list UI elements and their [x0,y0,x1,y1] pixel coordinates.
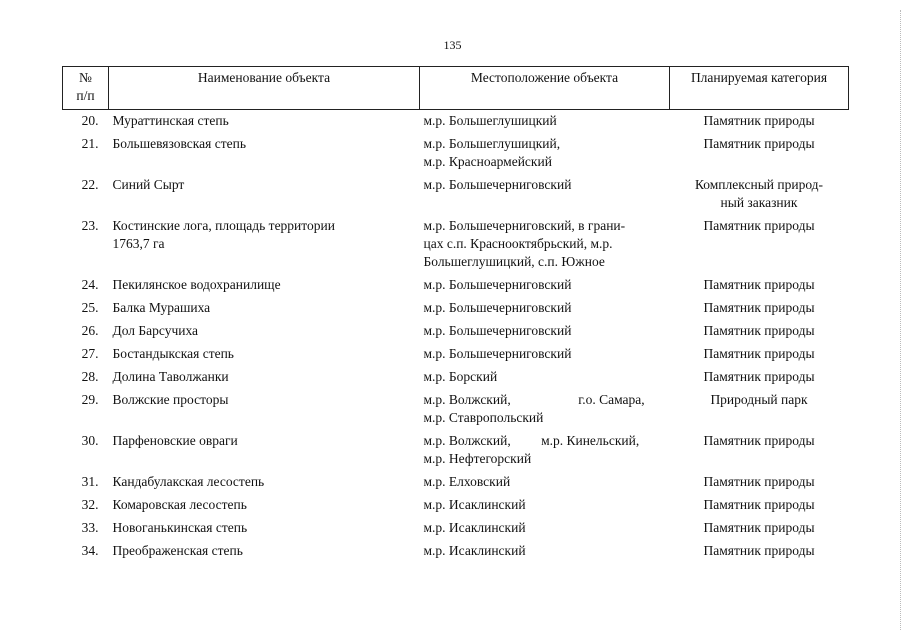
planned-category-line: Памятник природы [703,433,815,448]
object-name-line: Кандабулакская лесостепь [112,474,265,489]
object-name-line: Бостандыкская степь [112,346,234,361]
row-number: 28. [81,369,99,384]
object-name-line: Преображенская степь [112,543,243,558]
object-name [109,366,420,389]
object-name-line: Костинские лога, площадь территории [112,218,335,233]
header-number-line1: № [79,70,92,85]
row-number: 33. [81,520,99,535]
object-location-line: м.р. Волжский, г.о. Самара, [423,392,645,407]
object-name-line: Волжские просторы [112,392,229,407]
planned-category [670,320,849,343]
row-number: 20. [81,113,99,128]
planned-category-line: Памятник природы [703,346,815,361]
table-row [63,274,849,297]
planned-category-line: Памятник природы [703,543,815,558]
planned-category [670,494,849,517]
object-name-line: Дол Барсучиха [112,323,199,338]
object-location-line: м.р. Большечерниговский [423,277,572,292]
object-location [420,430,670,471]
table-row [63,366,849,389]
object-name [109,343,420,366]
object-name-line: Большевязовская степь [112,136,246,151]
object-location [420,343,670,366]
planned-category-line: Памятник природы [703,113,815,128]
object-location-line: м.р. Волжский, м.р. Кинельский, [423,433,640,448]
object-location-line: м.р. Борский [423,369,498,384]
planned-category [670,110,849,134]
header-number-line2: п/п [76,88,95,103]
planned-category-line: Памятник природы [703,323,815,338]
table-row [63,174,849,215]
object-name-line: Долина Таволжанки [112,369,229,384]
object-location-line: м.р. Красноармейский [423,154,552,169]
table-row [63,540,849,563]
object-name-line: 1763,7 га [112,236,165,251]
row-number: 22. [81,177,99,192]
page-number: 135 [443,38,462,52]
planned-category-line: Памятник природы [703,497,815,512]
scan-edge-artifact [898,10,901,630]
object-location-line: м.р. Большечерниговский [423,346,572,361]
object-location [420,297,670,320]
object-location [420,366,670,389]
planned-category [670,343,849,366]
object-name [109,540,420,563]
table-row [63,430,849,471]
object-location [420,274,670,297]
object-location-line: м.р. Большечерниговский, в грани- [423,218,626,233]
object-location [420,517,670,540]
planned-category [670,297,849,320]
object-name [109,215,420,274]
planned-category [670,174,849,215]
object-location [420,471,670,494]
object-location [420,494,670,517]
object-location-line: цах с.п. Краснооктябрьский, м.р. [423,236,613,251]
object-name-line: Мураттинская степь [112,113,229,128]
object-name [109,320,420,343]
object-location-line: м.р. Елховский [423,474,511,489]
table-row [63,389,849,430]
row-number: 29. [81,392,99,407]
object-name [109,274,420,297]
table-header [63,67,849,110]
object-location [420,320,670,343]
object-location [420,215,670,274]
object-location-line: м.р. Большечерниговский [423,323,572,338]
planned-category [670,389,849,430]
table-row [63,215,849,274]
object-location-line: м.р. Ставропольский [423,410,544,425]
planned-category-line: Памятник природы [703,218,815,233]
planned-category [670,540,849,563]
table-row [63,517,849,540]
table-row [63,343,849,366]
planned-category-line: ный заказник [720,195,798,210]
object-location-line: м.р. Исаклинский [423,497,526,512]
planned-category-line: Памятник природы [703,277,815,292]
protected-areas-table [62,66,849,563]
object-name-line: Пекилянское водохранилище [112,277,281,292]
table-row [63,133,849,174]
planned-category [670,430,849,471]
table-row [63,110,849,134]
object-name [109,430,420,471]
row-number: 32. [81,497,99,512]
object-name [109,110,420,134]
table-row [63,320,849,343]
object-name-line: Новоганькинская степь [112,520,248,535]
header-location: Местоположение объекта [420,67,670,110]
table-body [63,110,849,564]
object-location-line: м.р. Большеглушицкий [423,113,557,128]
object-name [109,389,420,430]
table-row [63,494,849,517]
object-location-line: Большеглушицкий, с.п. Южное [423,254,605,269]
table-row [63,471,849,494]
row-number: 25. [81,300,99,315]
table-row [63,297,849,320]
row-number: 23. [81,218,99,233]
header-name: Наименование объекта [109,67,420,110]
planned-category [670,133,849,174]
object-location [420,174,670,215]
planned-category [670,517,849,540]
header-category: Планируемая категория [670,67,849,110]
object-name [109,517,420,540]
object-name [109,133,420,174]
object-location-line: м.р. Большечерниговский [423,300,572,315]
object-name [109,494,420,517]
object-location-line: м.р. Большеглушицкий, [423,136,561,151]
object-name-line: Синий Сырт [112,177,185,192]
planned-category [670,215,849,274]
object-name [109,297,420,320]
object-location-line: м.р. Большечерниговский [423,177,572,192]
planned-category [670,274,849,297]
object-location [420,110,670,134]
row-number: 30. [81,433,99,448]
object-location [420,540,670,563]
object-location-line: м.р. Исаклинский [423,543,526,558]
object-name-line: Комаровская лесостепь [112,497,247,512]
object-location-line: м.р. Нефтегорский [423,451,532,466]
planned-category-line: Памятник природы [703,300,815,315]
row-number: 31. [81,474,99,489]
object-location-line: м.р. Исаклинский [423,520,526,535]
row-number: 34. [81,543,99,558]
row-number: 26. [81,323,99,338]
header-number [63,67,109,110]
row-number: 24. [81,277,99,292]
planned-category-line: Памятник природы [703,136,815,151]
planned-category-line: Памятник природы [703,474,815,489]
planned-category-line: Комплексный природ- [694,177,824,192]
row-number: 21. [81,136,99,151]
object-name [109,471,420,494]
planned-category [670,471,849,494]
object-name-line: Парфеновские овраги [112,433,238,448]
row-number: 27. [81,346,99,361]
planned-category-line: Памятник природы [703,520,815,535]
planned-category-line: Памятник природы [703,369,815,384]
object-location [420,389,670,430]
planned-category [670,366,849,389]
object-name-line: Балка Мурашиха [112,300,211,315]
object-name [109,174,420,215]
object-location [420,133,670,174]
planned-category-line: Природный парк [710,392,808,407]
